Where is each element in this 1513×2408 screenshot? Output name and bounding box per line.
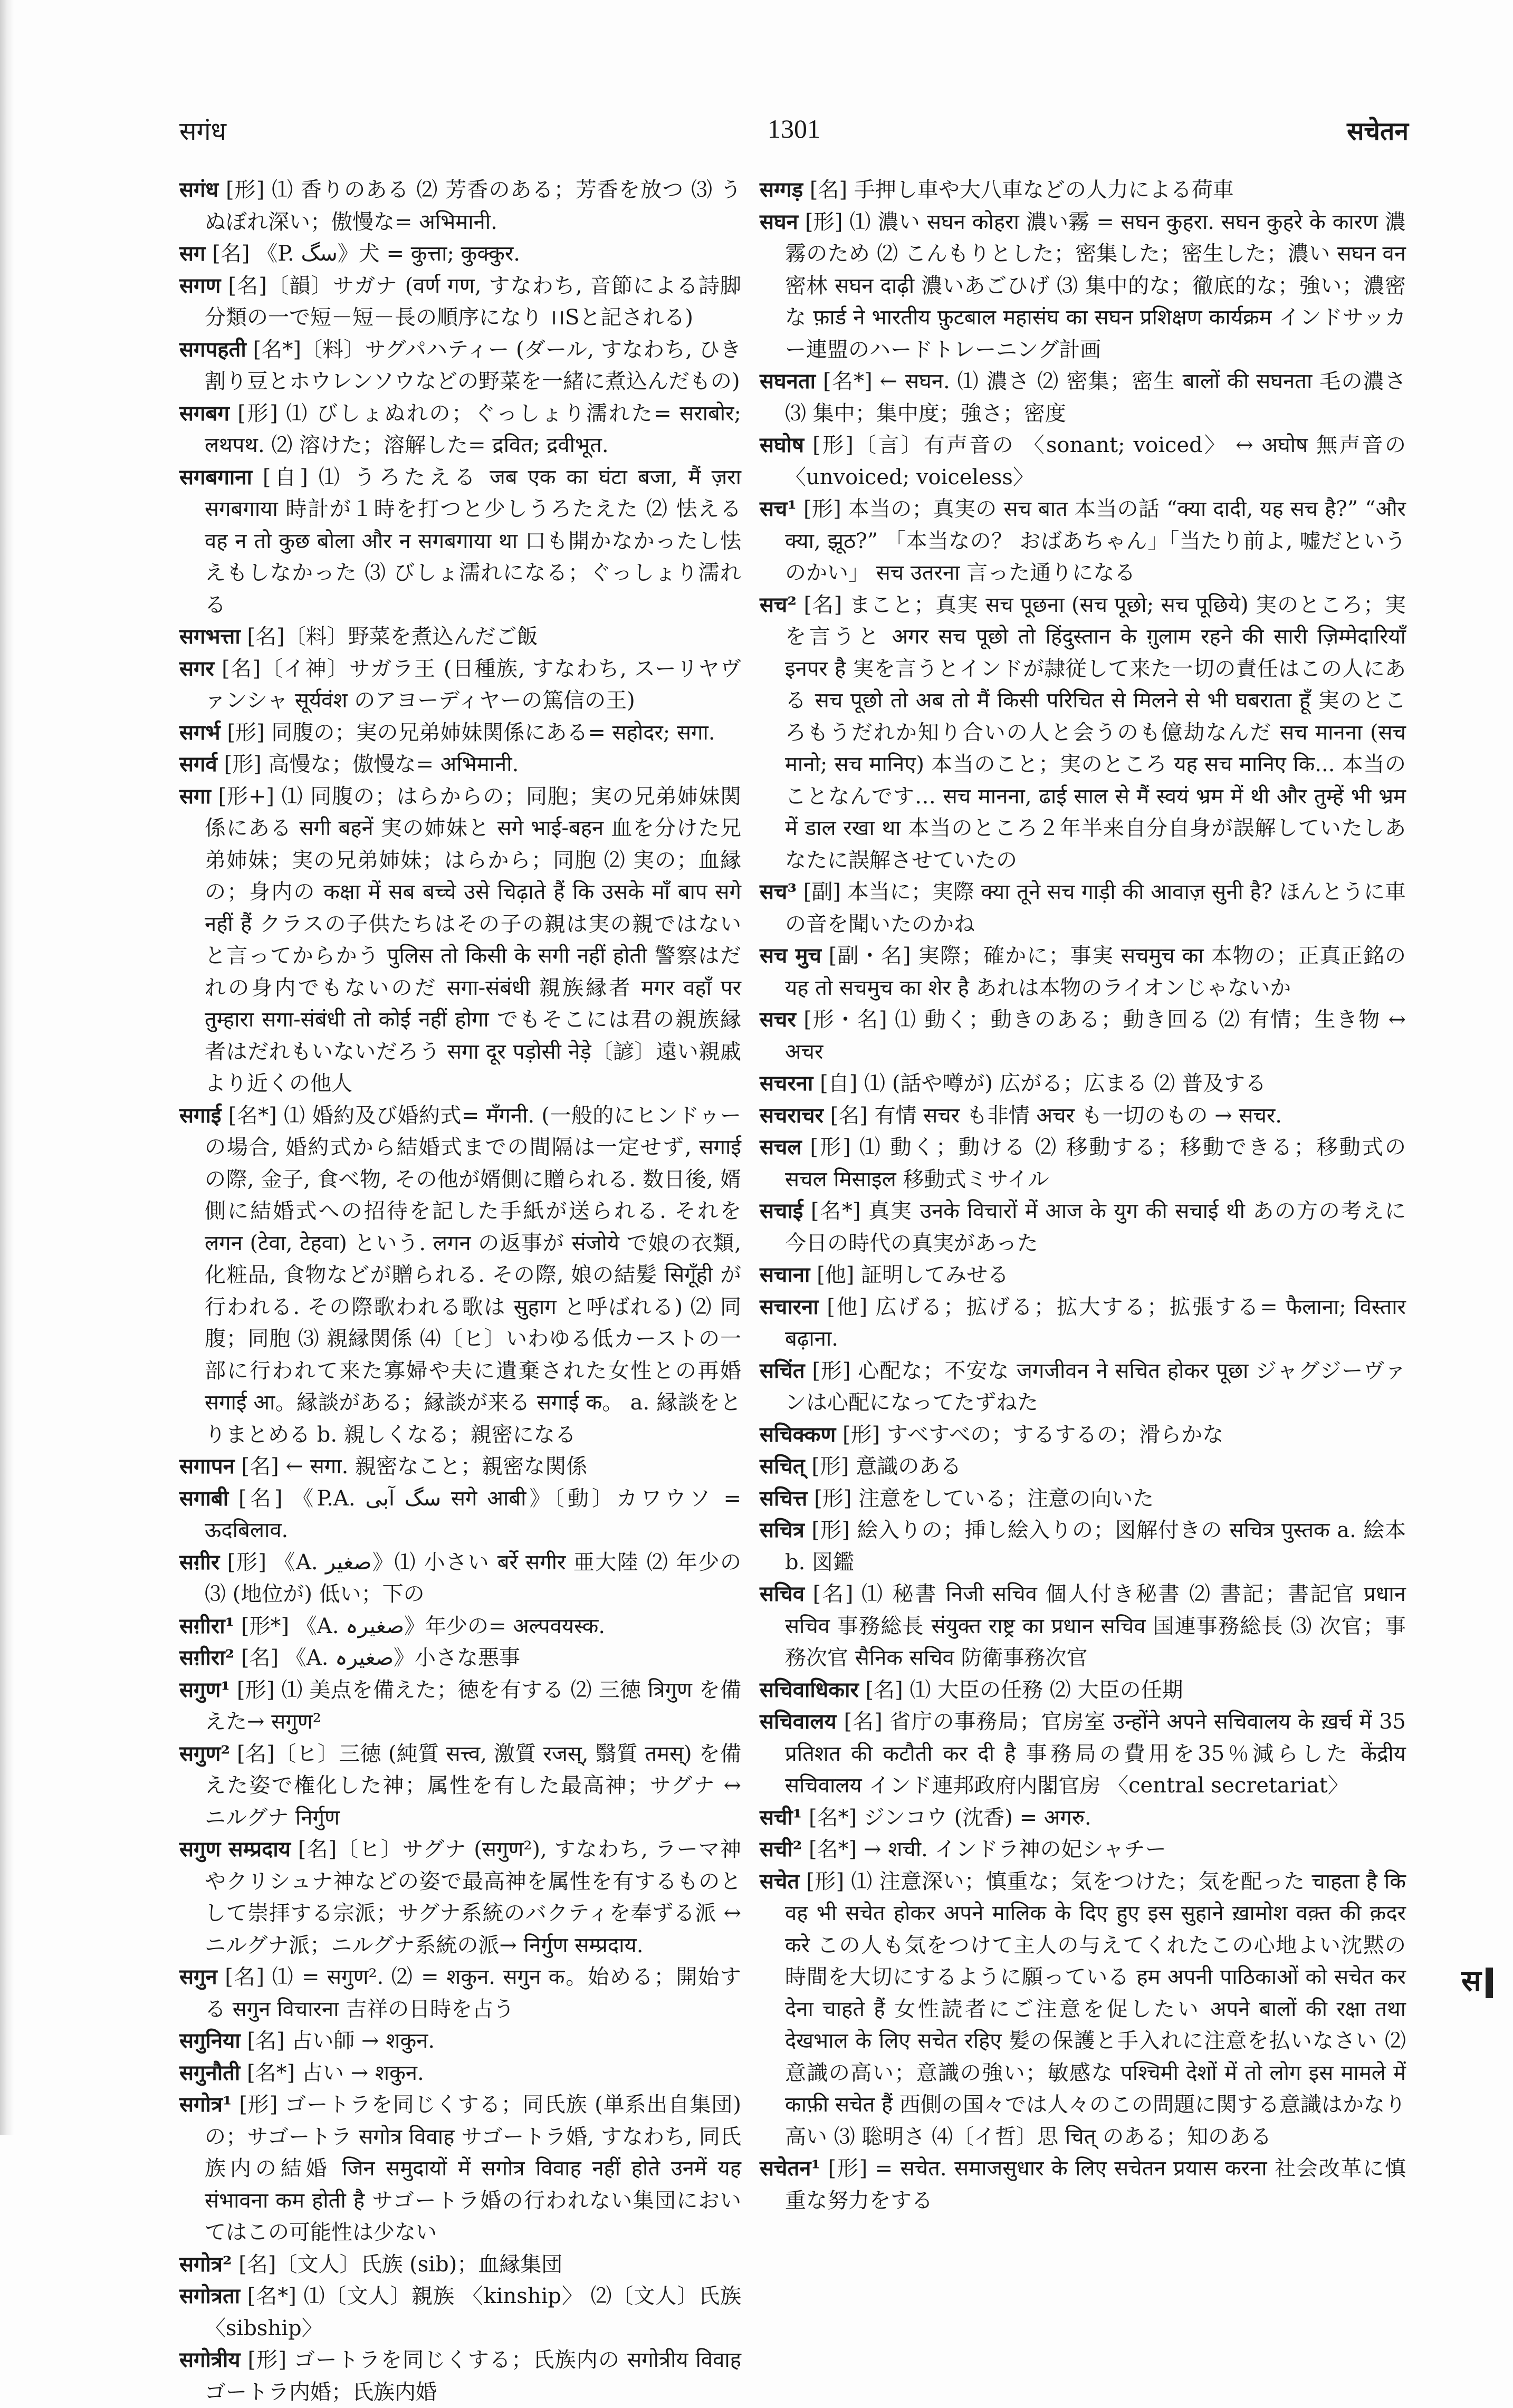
entry-definition: [形*] 《A. صغیرہ》年少の= अल्पवयस्क.: [234, 1614, 606, 1638]
entry-definition: [名*]〔料〕サグパハティー (ダール, すなわち, ひき割り豆とホウレンソウなどの野菜を一緒に煮込んだもの): [205, 337, 741, 394]
entry-definition: [形] 絵入りの；挿し絵入りの；図解付きの सचित्र पुस्तक a. 絵本 b. 図鑑: [785, 1518, 1406, 1575]
entry-definition: [形] すべすべの；するするの；滑らかな: [836, 1422, 1224, 1447]
entry-headword: सग: [179, 241, 206, 266]
entry-definition: [他] 証明してみせる: [810, 1263, 1009, 1287]
dictionary-entry: [179, 462, 741, 621]
dictionary-entry: [760, 1131, 1406, 1195]
entry-headword: सचित्: [760, 1454, 805, 1479]
dictionary-entry: [760, 1834, 1406, 1866]
entry-definition: [形] ⑴ 注意深い；慎重な；気をつけた；気を配った चाहता है कि वह भी सचेत होकर अपने मालिक के दिए हुए इस सुहाने ख़ामोश वक़्त की क़दर करे この人も気をつけて主人の与えてくれたこの心地よい沈黙の時間を大切にするように願っている हम अपनी पाठिकाओं को सचेत कर देना चाहते हैं 女性読者にご注意を促したい अपने बालों की रक्षा तथा देखभाल के लिए सचेत रहिए 髪の保護と手入れに注意を払いなさい ⑵ 意識の高い；意識の強い；敏感な पश्चिमी देशों में तो लोग इस मामले में काफ़ी सचेत हैं 西側の国々では人々のこの問題に関する意識はかなり高い ⑶ 聡明さ ⑷〔イ哲〕思 चित् のある；知のある: [785, 1869, 1406, 2149]
dictionary-entry: [760, 1866, 1406, 2153]
entry-definition: [名] ⑴ 秘書 निजी सचिव 個人付き秘書 ⑵ 書記；書記官 प्रधान सचिव 事務総長 संयुक्त राष्ट्र का प्रधान सचिव 国連事務総長 ⑶ 次官；事務次官 सैनिक सचिव 防衛事務次官: [785, 1582, 1406, 1670]
entry-headword: सगुनिया: [179, 2028, 241, 2053]
page-header: [179, 113, 1409, 150]
dictionary-entry: [179, 2249, 741, 2281]
entry-headword: सचिवाधिकार: [760, 1677, 859, 1702]
entry-definition: [形] ⑴ 濃い सघन कोहरा 濃い霧 = सघन कुहरा. सघन कुहरे के कारण 濃霧のため ⑵ こんもりとした；密集した；密生した；濃い सघन वन 密林 सघन दाढ़ी 濃いあごひげ ⑶ 集中的な；徹底的な；強い；濃密な फ़ार्ड ने भारतीय फ़ुटबाल महासंघ का सघन प्रशिक्षण कार्यक्रम インドサッカー連盟のハードトレーニング計画: [785, 209, 1406, 362]
entry-headword: सचारना: [760, 1294, 819, 1319]
entry-definition: [自] ⑴ うろたえる जब एक का घंटा बजा, मैं ज़रा सगबगाया 時計が１時を打つと少しうろたえた ⑵ 怯える वह न तो कुछ बोला और न सगबगाया था 口も開かなかったし怯えもしなかった ⑶ びしょ濡れになる；ぐっしょり濡れる: [205, 465, 741, 617]
entry-definition: [形] ゴートラを同じくする；同氏族 (単系出自集団) の；サゴートラ सगोत्र विवाह サゴートラ婚, すなわち, 同氏族内の結婚 जिन समुदायों में सगोत्र विवाह नहीं होते उनमें यह संभावना कम होती है サゴートラ婚の行われない集団においてはこの可能性は少ない: [205, 2093, 741, 2244]
entry-headword: सग्गड़: [760, 177, 803, 202]
dictionary-entry: [179, 2057, 741, 2089]
entry-headword: सगबगाना: [179, 464, 252, 490]
entry-headword: सचिव: [760, 1581, 805, 1606]
dictionary-entry: [760, 940, 1406, 1004]
dictionary-entry: [179, 1834, 741, 1961]
entry-definition: [副・名] 実際；確かに；事実 सचमुच का 本物の；正真正銘の यह तो सचमुच का शेर है あれは本物のライオンじゃないか: [785, 944, 1406, 1000]
dictionary-entry: [179, 1610, 741, 1643]
thumb-index-letter: स: [1461, 1963, 1481, 1998]
entry-headword: सगोत्र²: [179, 2251, 232, 2277]
dictionary-entry: [179, 2025, 741, 2057]
entry-headword: सघोष: [760, 433, 805, 457]
dictionary-entry: [760, 1483, 1406, 1515]
dictionary-entry: [760, 1419, 1406, 1451]
dictionary-entry: [760, 366, 1406, 429]
entry-headword: सघन: [760, 209, 798, 234]
dictionary-entry: [760, 2153, 1406, 2217]
entry-headword: सगापन: [179, 1454, 235, 1479]
dictionary-entry: [179, 334, 741, 398]
entry-definition: [形+] ⑴ 同腹の；はらからの；同胞；実の兄弟姉妹関係にある सगी बहनें 実の姉妹と सगे भाई-बहन 血を分けた兄弟姉妹；実の兄弟姉妹；はらから；同胞 ⑵ 実の；血縁の；身内の कक्षा में सब बच्चे उसे चिढ़ाते हैं कि उसके माँ बाप सगे नहीं हैं クラスの子供たちはその子の親は実の親ではないと言ってからかう पुलिस तो किसी के सगी नहीं होती 警察はだれの身内でもないのだ सगा-संबंधी 親族縁者 मगर वहाँ पर तुम्हारा सगा-संबंधी तो कोई नहीं होगा でもそこには君の親族縁者はだれもいないだろう सगा दूर पड़ोसी नेड़े〔諺〕遠い親戚より近くの他人: [205, 784, 741, 1096]
entry-headword: सगपहती: [179, 337, 246, 362]
dictionary-entry: [179, 398, 741, 462]
entry-headword: सचिक्कण: [760, 1422, 836, 1447]
entry-headword: सगबग: [179, 400, 229, 426]
dictionary-entry: [760, 1259, 1406, 1291]
entry-headword: सगर्भ: [179, 719, 221, 745]
entry-headword: सची¹: [760, 1805, 802, 1830]
entry-headword: सचल: [760, 1135, 802, 1159]
entry-definition: [形] 注意をしている；注意の向いた: [807, 1486, 1154, 1511]
entry-headword: सचरना: [760, 1071, 813, 1096]
dictionary-entry: [760, 1514, 1406, 1578]
dictionary-entry: [179, 749, 741, 781]
entry-definition: [名] 手押し車や大八車などの人力による荷車: [803, 178, 1234, 202]
entry-definition: [名] ⑴ 大臣の任務 ⑵ 大臣の任期: [858, 1677, 1183, 1702]
entry-definition: [名*] ⑴ 婚約及び婚約式= मँगनी. (一般的にヒンドゥーの場合, 婚約式から結婚式までの間隔は一定せず, सगाई の際, 金子, 食べ物, その他が婿側に贈られる. 数日後, 婿側に結婚式への招待を記した手紙が送られる. それを लगन (टेवा, टेहवा) という. लगन の返事が संजोये で娘の衣類, 化粧品, 食物などが贈られる. その際, 娘の結髪 सिगूँही が行われる. その際歌われる歌は सुहाग と呼ばれる) ⑵ 同腹；同胞 ⑶ 親縁関係 ⑷〔ヒ〕いわゆる低カーストの一部に行われて来た寡婦や夫に遺棄された女性との再婚 सगाई आ。縁談がある；縁談が来る सगाई क。 a. 縁談をとりまとめる b. 親しくなる；親密になる: [205, 1103, 741, 1447]
entry-headword: सगभत्ता: [179, 624, 241, 649]
dictionary-entry: [179, 1547, 741, 1610]
dictionary-entry: [179, 1451, 741, 1483]
dictionary-entry: [179, 1961, 741, 2025]
entry-definition: [名] ⑴ = सगुण². ⑵ = शकुन. सगुन क。始める；開始する सगुन विचारना 吉祥の日時を占う: [205, 1965, 741, 2021]
dictionary-entry: [179, 2344, 741, 2408]
dictionary-entry: [179, 1100, 741, 1451]
entry-definition: [名]〔イ神〕サガラ王 (日種族, すなわち, スーリヤヴァンシャ सूर्यवंश のアヨーディヤーの篤信の王): [205, 656, 741, 713]
entry-definition: [名*] 占い → शकुन.: [240, 2060, 424, 2085]
entry-definition: [名*] ジンコウ (沈香) = अगरु.: [802, 1805, 1091, 1830]
entry-definition: [名] 《P. سگ》犬 = कुत्ता; कुक्कुर.: [205, 242, 520, 266]
entry-headword: सग़ीर: [179, 1549, 220, 1575]
entry-headword: सचाना: [760, 1262, 810, 1287]
entry-headword: सग़ीरा²: [179, 1645, 235, 1670]
dictionary-entry: [179, 2280, 741, 2344]
thumb-index-tab: [1461, 1960, 1493, 2000]
entry-definition: [名] 占い師 → शकुन.: [240, 2029, 435, 2053]
entry-definition: [形] 心配な；不安な जगजीवन ने सचित होकर पूछा ジャグジーヴァンは心配になってたずねた: [785, 1358, 1406, 1415]
entry-definition: [形] 意識のある: [805, 1454, 962, 1479]
entry-definition: [名]〔ヒ〕三徳 (純質 सत्त्व, 激質 रजस्, 翳質 तमस्) を備えた姿で権化した神；属性を有した最高神；サグナ ↔ ニルグナ निर्गुण: [205, 1741, 741, 1830]
entry-headword: सचिंत: [760, 1358, 805, 1383]
dictionary-entry: [179, 717, 741, 749]
entry-definition: [形] ⑴ 動く；動ける ⑵ 移動する；移動できる；移動式の सचल मिसाइल 移動式ミサイル: [785, 1135, 1406, 1192]
entry-definition: [名] 《A. صغیرہ》小さな悪事: [234, 1646, 520, 1670]
entry-headword: सचर: [760, 1007, 796, 1032]
page-binding-edge: [0, 0, 14, 2135]
entry-headword: सचेत: [760, 1868, 800, 1894]
entry-headword: सचाई: [760, 1198, 803, 1223]
entry-headword: सची²: [760, 1837, 802, 1862]
entry-headword: सचित्र: [760, 1518, 805, 1542]
entry-headword: सगुण¹: [179, 1677, 230, 1702]
dictionary-entry: [179, 1483, 741, 1547]
dictionary-entry: [760, 589, 1406, 877]
right-column: [760, 174, 1406, 2217]
entry-definition: [名] まこと；真実 सच पूछना (सच पूछो; सच पूछिये) 実のところ；実を言うと अगर सच पूछो तो हिंदुस्तान के ग़ुलाम रहने की सारी ज़िम्मेदारियाँ इनपर है 実を言うとインドが隷従して来た一切の責任はこの人にある सच पूछो तो अब तो मैं किसी परिचित से मिलने से भी घबराता हूँ 実のところもうだれか知り合いの人と会うのも億劫なんだ सच मानना (सच मानो; सच मानिए) 本当のこと；実のところ यह सच मानिए कि... 本当のことなんです… सच मानना, ढाई साल से मैं स्वयं भ्रम में थी और तुम्हें भी भ्रम में डाल रखा था 本当のところ２年半来自分自身が誤解していたしあなたに誤解させていたの: [785, 592, 1406, 872]
dictionary-entry: [760, 1004, 1406, 1068]
dictionary-entry: [760, 1355, 1406, 1419]
entry-headword: सगुण सम्प्रदाय: [179, 1837, 291, 1862]
dictionary-entry: [760, 206, 1406, 366]
dictionary-entry: [179, 653, 741, 717]
entry-headword: सच³: [760, 879, 797, 904]
entry-definition: [形] ⑴ 香りのある ⑵ 芳香のある；芳香を放つ ⑶ うぬぼれ深い；傲慢な= अभिमानी.: [205, 178, 741, 234]
entry-headword: सचित्त: [760, 1485, 808, 1511]
dictionary-entry: [760, 1578, 1406, 1674]
entry-definition: [形] ⑴ びしょぬれの；ぐっしょり濡れた= सराबोर; लथपथ. ⑵ 溶けた；溶解した= द्रवित; द्रवीभूत.: [205, 401, 741, 457]
dictionary-entry: [179, 1738, 741, 1834]
entry-definition: [形] 本当の；真実の सच बात 本当の話 “क्या दादी, यह सच है?” “और क्या, झूठ?” 「本当なの？ おばあちゃん」「当たり前よ, 嘘だというのかい」 सच उतरना 言った通りになる: [785, 497, 1406, 585]
entry-headword: सगण: [179, 273, 221, 298]
entry-headword: सगाबी: [179, 1485, 229, 1511]
entry-definition: [自] ⑴ (話や噂が) 広がる；広まる ⑵ 普及する: [813, 1071, 1267, 1096]
dictionary-entry: [760, 1291, 1406, 1355]
entry-headword: सग़ीरा¹: [179, 1613, 235, 1638]
entry-headword: सगा: [179, 783, 211, 809]
dictionary-entry: [760, 876, 1406, 940]
dictionary-entry: [179, 174, 741, 238]
entry-definition: [形] ⑴ 美点を備えた；徳を有する ⑵ 三徳 त्रिगुण を備えた→ सगुण²: [205, 1677, 741, 1734]
entry-headword: सगोत्रीय: [179, 2347, 241, 2372]
dictionary-entry: [760, 1100, 1406, 1132]
dictionary-entry: [179, 2089, 741, 2249]
dictionary-entry: [760, 1674, 1406, 1706]
dictionary-entry: [179, 1674, 741, 1738]
dictionary-entry: [179, 781, 741, 1100]
dictionary-entry: [760, 174, 1406, 206]
entry-headword: सगर: [179, 656, 214, 681]
entry-definition: [名]〔韻〕サガナ (वर्ण गण, すなわち, 音節による詩脚分類の一で短－短－長の順序になり ।।Sと記される): [205, 273, 741, 330]
entry-headword: सगोत्र¹: [179, 2092, 232, 2117]
entry-headword: सच मुच: [760, 943, 821, 968]
entry-headword: सगर्व: [179, 752, 217, 776]
entry-definition: [形・名] ⑴ 動く；動きのある；動き回る ⑵ 有情；生き物 ↔ अचर: [785, 1008, 1406, 1064]
entry-definition: [名] ← सगा. 親密なこと；親密な関係: [234, 1454, 588, 1479]
dictionary-entry: [760, 1802, 1406, 1834]
entry-definition: [形] 《A. صغیر》⑴ 小さい बर्रे सगीर 亜大陸 ⑵ 年少の ⑶ (地位が) 低い；下の: [205, 1550, 741, 1606]
page-number: 1301: [768, 114, 820, 143]
entry-headword: सचेतन¹: [760, 2156, 820, 2181]
dictionary-entry: [179, 1642, 741, 1674]
entry-definition: [名] 《P.A. سگ آبی सगे आबी》〔動〕カワウソ = ऊदबिलाव.: [205, 1486, 741, 1542]
entry-definition: [名*] ← सघन. ⑴ 濃さ ⑵ 密集；密生 बालों की सघनता 毛の濃さ ⑶ 集中；集中度；強さ；密度: [785, 369, 1406, 426]
dictionary-entry: [760, 1451, 1406, 1483]
entry-definition: [名*] → शची. インドラ神の妃シャチー: [802, 1837, 1166, 1862]
left-guide-word: सगंध: [179, 117, 226, 146]
dictionary-entry: [760, 493, 1406, 589]
entry-definition: [形] ゴートラを同じくする；氏族内の सगोत्रीय विवाह ゴートラ内婚；氏族内婚: [205, 2348, 741, 2404]
entry-definition: [名] 有情 सचर も非情 अचर も一切のもの → सचर.: [823, 1103, 1282, 1128]
entry-definition: [名]〔ヒ〕サグナ (सगुण²), すなわち, ラーマ神やクリシュナ神などの姿で最高神を属性を有するものとして崇拝する宗派；サグナ系統のバクティを奉ずる派 ↔ ニルグナ派；ニルグナ系統の派→ निर्गुण सम्प्रदाय.: [205, 1837, 741, 1958]
dictionary-entry: [760, 1706, 1406, 1802]
dictionary-entry: [179, 270, 741, 334]
entry-definition: [形]〔言〕有声音の 〈sonant; voiced〉 ↔ अघोष 無声音の 〈unvoiced; voiceless〉: [785, 433, 1406, 490]
entry-definition: [形] = सचेत. समाजसुधार के लिए सचेतन प्रयास करना 社会改革に慎重な努力をする: [785, 2156, 1406, 2213]
dictionary-entry: [760, 429, 1406, 493]
entry-headword: सगुनौती: [179, 2060, 241, 2085]
entry-definition: [形] 同腹の；実の兄弟姉妹関係にある= सहोदर; सगा.: [220, 720, 715, 745]
entry-headword: सचिवालय: [760, 1709, 837, 1734]
entry-definition: [名] 省庁の事務局；官房室 उन्होंने अपने सचिवालय के ख़र्च में 35 प्रतिशत की कटौती कर दी है 事務局の費用を35％減らした केंद्रीय सचिवालय インド連邦政府内閣官房 〈central secretariat〉: [785, 1710, 1406, 1798]
entry-headword: सचराचर: [760, 1102, 823, 1128]
entry-definition: [形] 高慢な；傲慢な= अभिमानी.: [217, 752, 519, 776]
dictionary-entry: [760, 1068, 1406, 1100]
dictionary-entry: [760, 1195, 1406, 1259]
entry-headword: सगोत्रता: [179, 2284, 241, 2308]
entry-definition: [副] 本当に；実際 क्या तूने सच गाड़ी की आवाज़ सुनी है? ほんとうに車の音を聞いたのかね: [785, 880, 1406, 936]
entry-headword: सगाई: [179, 1102, 222, 1128]
left-column: [179, 174, 741, 2408]
entry-definition: [名*] 真実 उनके विचारों में आज के युग की सचाई थी あの方の考えに今日の時代の真実があった: [785, 1199, 1406, 1255]
entry-definition: [名]〔文人〕氏族 (sib)；血縁集団: [232, 2252, 563, 2277]
entry-headword: सच²: [760, 592, 797, 617]
entry-headword: सघनता: [760, 369, 816, 394]
right-guide-word: सचेतन: [1347, 117, 1409, 146]
entry-definition: [名*] ⑴〔文人〕親族 〈kinship〉 ⑵〔文人〕氏族 〈sibship〉: [205, 2284, 741, 2340]
dictionary-entry: [179, 621, 741, 653]
thumb-index-bar: [1486, 1968, 1493, 1998]
entry-definition: [他] 広げる；拡げる；拡大する；拡張する= फैलाना; विस्तार बढ़ाना.: [785, 1294, 1406, 1351]
entry-headword: सगंध: [179, 177, 219, 202]
entry-definition: [名]〔料〕野菜を煮込んだご飯: [240, 625, 538, 649]
entry-headword: सगुन: [179, 1964, 217, 1989]
entry-headword: सगुण²: [179, 1741, 230, 1766]
dictionary-entry: [179, 238, 741, 270]
entry-headword: सच¹: [760, 496, 797, 521]
